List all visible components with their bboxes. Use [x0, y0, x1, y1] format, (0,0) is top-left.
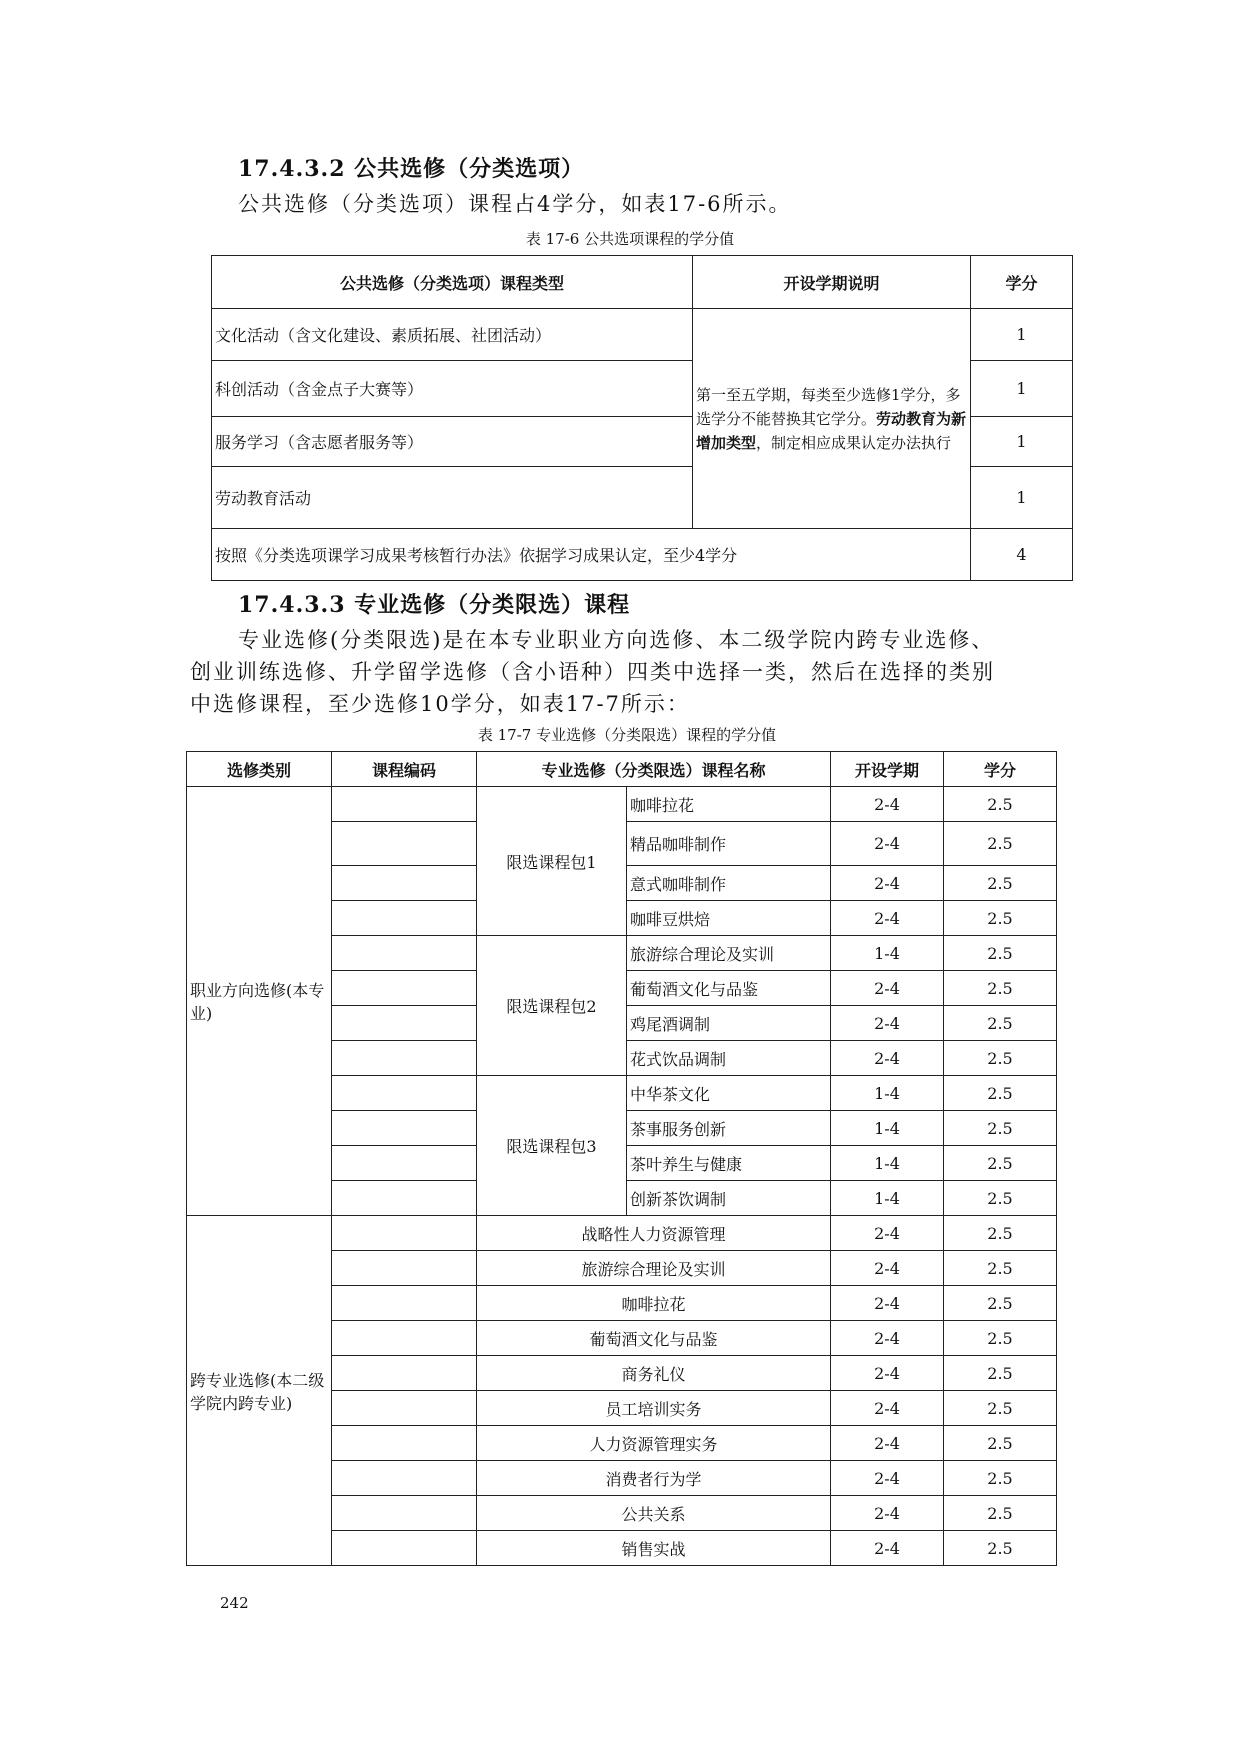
header-course-name: 专业选修（分类限选）课程名称	[477, 752, 831, 787]
footer-credit-cell: 4	[971, 529, 1073, 581]
course-code-cell	[332, 1286, 477, 1321]
credit-cell: 2.5	[944, 866, 1057, 901]
credit-cell: 2.5	[944, 1461, 1057, 1496]
course-code-cell	[332, 787, 477, 822]
course-code-cell	[332, 1356, 477, 1391]
course-code-cell	[332, 1216, 477, 1251]
course-name-cell: 咖啡拉花	[627, 787, 831, 822]
term-cell: 2-4	[831, 1251, 944, 1286]
table-17-6	[211, 255, 1073, 581]
credit-cell: 2.5	[944, 936, 1057, 971]
credit-cell: 1	[971, 417, 1073, 467]
table-footer-row	[212, 529, 1073, 581]
section-heading-17-4-3-2: 17.4.3.2 公共选修（分类选项）	[238, 156, 585, 182]
credit-cell: 2.5	[944, 1426, 1057, 1461]
term-cell: 2-4	[831, 1496, 944, 1531]
course-name-cell: 中华茶文化	[627, 1076, 831, 1111]
credit-cell: 2.5	[944, 787, 1057, 822]
course-code-cell	[332, 971, 477, 1006]
section-paragraph-2-line-2: 创业训练选修、升学留学选修（含小语种）四类中选择一类，然后在选择的类别	[190, 660, 995, 684]
term-note-cell	[693, 309, 971, 529]
category-cell-vocational: 职业方向选修(本专业)	[187, 787, 332, 1216]
course-name-cell: 花式饮品调制	[627, 1041, 831, 1076]
course-type-cell: 劳动教育活动	[212, 467, 693, 529]
term-cell: 1-4	[831, 936, 944, 971]
course-name-cell: 葡萄酒文化与品鉴	[627, 971, 831, 1006]
course-name-cell: 旅游综合理论及实训	[477, 1251, 831, 1286]
course-name-cell: 咖啡豆烘焙	[627, 901, 831, 936]
course-name-cell: 消费者行为学	[477, 1461, 831, 1496]
course-code-cell	[332, 1391, 477, 1426]
credit-cell: 2.5	[944, 1181, 1057, 1216]
header-term-note: 开设学期说明	[693, 256, 971, 309]
term-cell: 1-4	[831, 1111, 944, 1146]
credit-cell: 2.5	[944, 1146, 1057, 1181]
term-cell: 2-4	[831, 1461, 944, 1496]
course-code-cell	[332, 822, 477, 866]
course-name-cell: 旅游综合理论及实训	[627, 936, 831, 971]
footer-text-cell: 按照《分类选项课学习成果考核暂行办法》依据学习成果认定，至少4学分	[212, 529, 971, 581]
term-cell: 2-4	[831, 1531, 944, 1566]
term-cell: 2-4	[831, 1391, 944, 1426]
credit-cell: 2.5	[944, 1076, 1057, 1111]
credit-cell: 2.5	[944, 1531, 1057, 1566]
credit-cell: 2.5	[944, 1391, 1057, 1426]
credit-cell: 2.5	[944, 1251, 1057, 1286]
category-cell-cross-major: 跨专业选修(本二级学院内跨专业)	[187, 1216, 332, 1566]
course-type-cell: 科创活动（含金点子大赛等）	[212, 361, 693, 417]
header-course-code: 课程编码	[332, 752, 477, 787]
course-code-cell	[332, 1076, 477, 1111]
header-category: 选修类别	[187, 752, 332, 787]
term-cell: 1-4	[831, 1181, 944, 1216]
table-header-row	[187, 752, 1057, 787]
course-code-cell	[332, 1251, 477, 1286]
course-name-cell: 意式咖啡制作	[627, 866, 831, 901]
section-paragraph-2-line-1: 专业选修(分类限选)是在本专业职业方向选修、本二级学院内跨专业选修、	[238, 628, 995, 652]
course-code-cell	[332, 1426, 477, 1461]
course-code-cell	[332, 866, 477, 901]
term-cell: 2-4	[831, 787, 944, 822]
course-code-cell	[332, 901, 477, 936]
course-name-cell: 咖啡拉花	[477, 1286, 831, 1321]
table-17-7	[186, 751, 1057, 1566]
section-paragraph-2-line-3: 中选修课程，至少选修10学分，如表17-7所示：	[190, 692, 690, 716]
credit-cell: 2.5	[944, 1321, 1057, 1356]
term-cell: 2-4	[831, 1321, 944, 1356]
course-name-cell: 创新茶饮调制	[627, 1181, 831, 1216]
course-type-cell: 服务学习（含志愿者服务等）	[212, 417, 693, 467]
course-name-cell: 葡萄酒文化与品鉴	[477, 1321, 831, 1356]
package-cell: 限选课程包1	[477, 787, 627, 936]
course-code-cell	[332, 936, 477, 971]
credit-cell: 2.5	[944, 1216, 1057, 1251]
term-note-bold: 劳动教育为新增加类型	[696, 409, 967, 452]
course-code-cell	[332, 1006, 477, 1041]
term-cell: 1-4	[831, 1146, 944, 1181]
term-cell: 2-4	[831, 822, 944, 866]
section-paragraph-1: 公共选修（分类选项）课程占4学分，如表17-6所示。	[238, 192, 792, 216]
credit-cell: 2.5	[944, 1041, 1057, 1076]
table-header-row	[212, 256, 1073, 309]
credit-cell: 2.5	[944, 901, 1057, 936]
course-name-cell: 员工培训实务	[477, 1391, 831, 1426]
table-row	[212, 309, 1073, 361]
course-name-cell: 精品咖啡制作	[627, 822, 831, 866]
course-name-cell: 鸡尾酒调制	[627, 1006, 831, 1041]
term-note-text-2: ，制定相应成果认定办法执行	[756, 433, 952, 452]
credit-cell: 2.5	[944, 1286, 1057, 1321]
credit-cell: 1	[971, 467, 1073, 529]
course-name-cell: 商务礼仪	[477, 1356, 831, 1391]
course-code-cell	[332, 1531, 477, 1566]
term-cell: 1-4	[831, 1076, 944, 1111]
course-code-cell	[332, 1321, 477, 1356]
term-cell: 2-4	[831, 1006, 944, 1041]
credit-cell: 2.5	[944, 1111, 1057, 1146]
term-note-text: 第一至五学期，每类至少选修1学分，多选学分不能替换其它学分。	[696, 385, 961, 428]
credit-cell: 2.5	[944, 971, 1057, 1006]
course-code-cell	[332, 1111, 477, 1146]
term-cell: 2-4	[831, 1426, 944, 1461]
term-cell: 2-4	[831, 1356, 944, 1391]
course-name-cell: 公共关系	[477, 1496, 831, 1531]
course-name-cell: 茶事服务创新	[627, 1111, 831, 1146]
course-code-cell	[332, 1041, 477, 1076]
table-row	[187, 1216, 1057, 1251]
credit-cell: 2.5	[944, 822, 1057, 866]
page-number: 242	[220, 1594, 249, 1612]
course-code-cell	[332, 1496, 477, 1531]
credit-cell: 1	[971, 361, 1073, 417]
credit-cell: 1	[971, 309, 1073, 361]
term-cell: 2-4	[831, 1041, 944, 1076]
credit-cell: 2.5	[944, 1356, 1057, 1391]
course-code-cell	[332, 1181, 477, 1216]
course-type-cell: 文化活动（含文化建设、素质拓展、社团活动）	[212, 309, 693, 361]
table-17-7-caption: 表 17-7 专业选修（分类限选）课程的学分值	[477, 726, 777, 744]
header-term: 开设学期	[831, 752, 944, 787]
package-cell: 限选课程包3	[477, 1076, 627, 1216]
term-cell: 2-4	[831, 1216, 944, 1251]
course-name-cell: 人力资源管理实务	[477, 1426, 831, 1461]
section-heading-17-4-3-3: 17.4.3.3 专业选修（分类限选）课程	[238, 592, 631, 618]
table-17-6-caption: 表 17-6 公共选项课程的学分值	[525, 230, 735, 248]
course-name-cell: 茶叶养生与健康	[627, 1146, 831, 1181]
header-credit: 学分	[971, 256, 1073, 309]
term-cell: 2-4	[831, 1286, 944, 1321]
term-cell: 2-4	[831, 866, 944, 901]
header-credit: 学分	[944, 752, 1057, 787]
course-name-cell: 战略性人力资源管理	[477, 1216, 831, 1251]
credit-cell: 2.5	[944, 1496, 1057, 1531]
term-cell: 2-4	[831, 971, 944, 1006]
course-code-cell	[332, 1461, 477, 1496]
course-name-cell: 销售实战	[477, 1531, 831, 1566]
term-cell: 2-4	[831, 901, 944, 936]
header-course-type: 公共选修（分类选项）课程类型	[212, 256, 693, 309]
package-cell: 限选课程包2	[477, 936, 627, 1076]
course-code-cell	[332, 1146, 477, 1181]
table-row	[187, 787, 1057, 822]
credit-cell: 2.5	[944, 1006, 1057, 1041]
